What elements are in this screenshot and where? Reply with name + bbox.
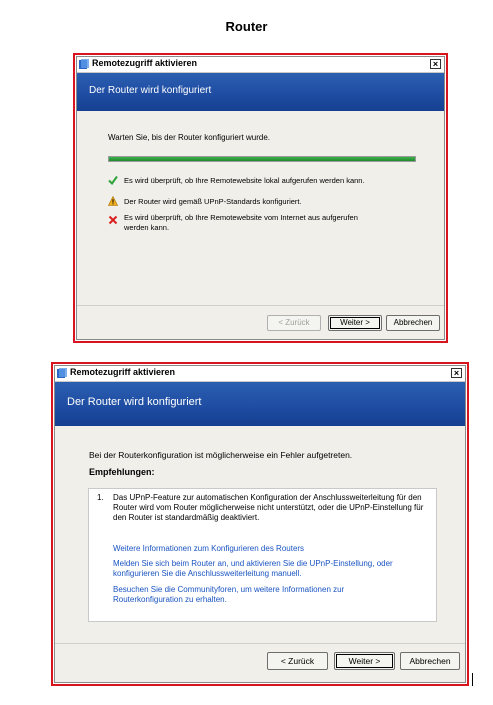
dialog2-highlight-frame	[51, 362, 469, 686]
success-check-icon	[108, 175, 118, 185]
dialog2-window	[54, 365, 466, 683]
community-forums-link[interactable]: Besuchen Sie die Communityforen, um weitere Informationen zur Routerkonfiguration zu erhalten.	[113, 585, 345, 604]
dialog2-content	[55, 426, 465, 644]
dialog1-cancel-button[interactable]: Abbrechen	[386, 315, 440, 331]
page-title: Router	[225, 19, 268, 34]
dialog2-close-icon[interactable]: ×	[451, 368, 462, 378]
dialog1-close-icon[interactable]: ×	[430, 59, 441, 69]
dialog2-error-text: Bei der Routerkonfiguration ist möglicherweise ein Fehler aufgetreten.	[89, 450, 353, 460]
dialog2-footer-divider	[55, 643, 465, 644]
dialog1-progress-fill	[109, 157, 415, 161]
dialog1-back-button[interactable]: < Zurück	[267, 315, 321, 331]
router-info-link[interactable]: Weitere Informationen zum Konfigurieren des Routers	[113, 544, 305, 553]
error-x-icon	[108, 215, 118, 225]
rec-number: 1.	[97, 493, 104, 502]
dialog1-content	[77, 112, 444, 306]
dialog1-wait-text: Warten Sie, bis der Router konfiguriert wurde.	[108, 133, 270, 142]
dialog1-step-text: Es wird überprüft, ob Ihre Remotewebsite vom Internet aus aufgerufen werden kann.	[124, 213, 358, 232]
app-icon	[79, 59, 89, 70]
dialog2-recommendations-label: Empfehlungen:	[89, 467, 155, 477]
upnp-settings-link[interactable]: Melden Sie sich beim Router an, und aktivieren Sie die UPnP-Einstellung, oder konfigurieren Sie die Anschlussweiterleitung manuell.	[113, 559, 393, 578]
dialog2-next-button[interactable]: Weiter >	[334, 652, 395, 670]
dialog2-header-banner	[55, 382, 465, 426]
dialog1-next-button[interactable]: Weiter >	[328, 315, 382, 331]
dialog1-titlebar[interactable]	[77, 57, 444, 73]
dialog2-recommendations-box	[88, 488, 437, 622]
dialog1-window-title: Remotezugriff aktivieren	[92, 58, 198, 68]
dialog1-footer-divider	[77, 305, 444, 306]
text-cursor-mark	[472, 673, 473, 686]
dialog2-titlebar[interactable]	[55, 366, 465, 382]
dialog1-progress-bar	[108, 156, 416, 162]
dialog1-step-text: Der Router wird gemäß UPnP-Standards konfiguriert.	[124, 197, 302, 206]
dialog2-header-title: Der Router wird konfiguriert	[67, 396, 202, 408]
dialog1-step-text: Es wird überprüft, ob Ihre Remotewebsite lokal aufgerufen werden kann.	[124, 176, 365, 185]
dialog1-window	[76, 56, 445, 340]
app-icon	[57, 368, 67, 379]
dialog2-window-title: Remotezugriff aktivieren	[70, 367, 176, 377]
rec-text: Das UPnP-Feature zur automatischen Konfiguration der Anschlussweiterleitung für den Router wird vom Router möglicherweise nicht unterstützt, oder die UPnP-Einstellung für den Router ist standardmäßig deaktiviert.	[113, 493, 424, 522]
dialog1-header-banner	[77, 73, 444, 111]
warning-icon	[108, 196, 118, 206]
dialog2-cancel-button[interactable]: Abbrechen	[400, 652, 460, 670]
dialog1-highlight-frame	[73, 53, 448, 343]
dialog2-back-button[interactable]: < Zurück	[267, 652, 328, 670]
dialog1-header-title: Der Router wird konfiguriert	[89, 85, 212, 96]
